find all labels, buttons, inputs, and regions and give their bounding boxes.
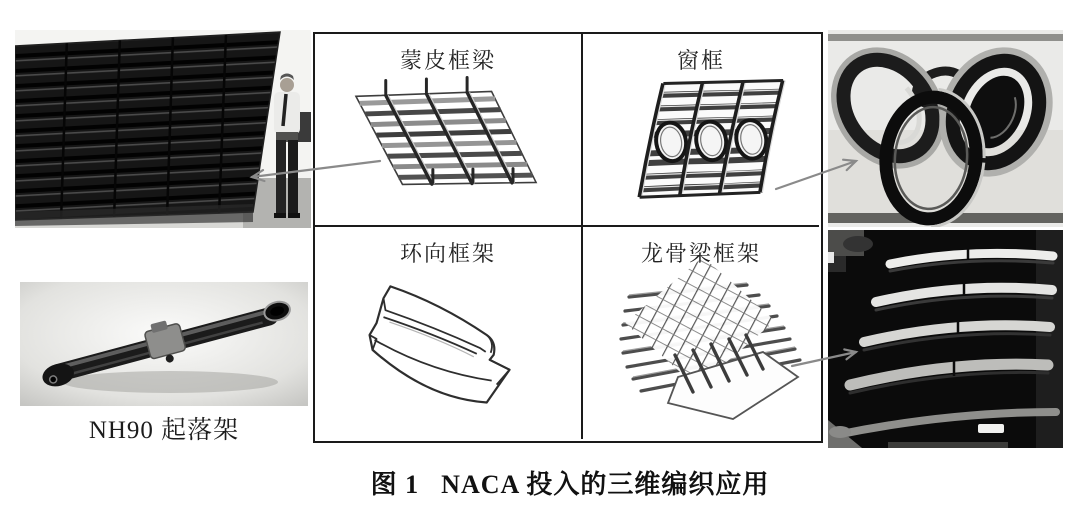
window-frames-photo-image — [828, 30, 1063, 227]
cell-window-frame — [583, 34, 819, 227]
figure-caption-number: 图 1 — [370, 470, 420, 499]
photo-curved-frames — [828, 230, 1063, 448]
figure-caption — [0, 464, 1080, 501]
cell-skin-frame-beam — [315, 34, 583, 227]
cell-keel-beam-frame-label: 龙骨梁框架 — [640, 241, 761, 266]
window-ovals — [653, 118, 769, 163]
cell-keel-beam-frame — [583, 227, 819, 439]
landing-gear-photo-image — [20, 282, 308, 406]
cell-circumferential-frame — [315, 227, 583, 439]
photo-skin-panel — [15, 30, 311, 228]
cell-window-frame-label: 窗框 — [676, 48, 725, 73]
photo-landing-gear — [20, 282, 308, 406]
landing-gear-caption: NH90 起落架 — [88, 417, 240, 444]
curved-frames-photo-image — [828, 230, 1063, 448]
cell-circumferential-frame-label: 环向框架 — [399, 241, 496, 266]
photo-window-frames — [828, 30, 1063, 227]
skin-panel-photo-image — [15, 30, 311, 228]
diagram-grid — [313, 32, 823, 443]
cell-skin-frame-beam-label: 蒙皮框梁 — [399, 48, 496, 73]
figure-caption-title: NACA 投入的三维编织应用 — [441, 470, 770, 499]
